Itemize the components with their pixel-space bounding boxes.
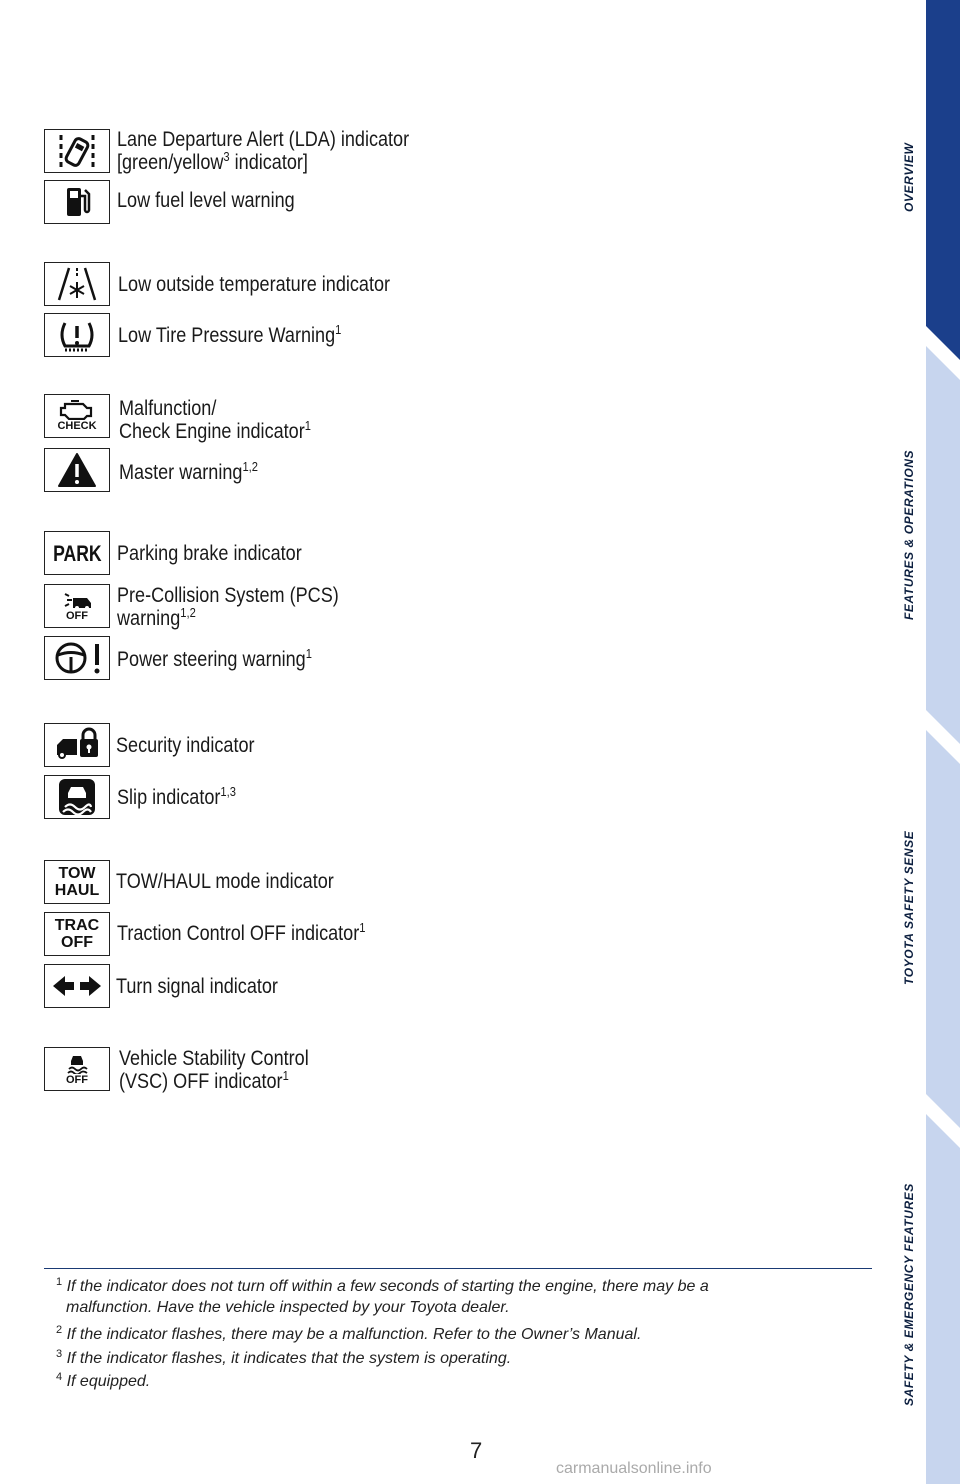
indicator-label-low-fuel: [117, 189, 295, 212]
watermark: carmanualsonline.info: [556, 1460, 712, 1477]
indicator-label-master-warning: [119, 461, 258, 484]
footnote-rule: [44, 1268, 872, 1269]
vsc-off-text: OFF: [66, 1074, 88, 1086]
security-lock-car-icon: [44, 723, 110, 767]
steering-wheel-warning-icon: [44, 636, 110, 680]
slip-car-icon: [44, 775, 110, 819]
check-engine-icon: [44, 394, 110, 438]
tab-features-operations[interactable]: FEATURES & OPERATIONS: [902, 449, 916, 620]
indicator-label-low-temp: [118, 273, 390, 296]
indicator-label-line: Master warning$^{1,2}$: [119, 459, 259, 484]
indicator-label-line: Low outside temperature indicator: [118, 273, 391, 296]
tab-toyota-safety-sense[interactable]: TOYOTA SAFETY SENSE: [902, 830, 916, 985]
indicator-label-pcs: [117, 584, 339, 630]
indicator-label-line: warning$^{1,2}$: [117, 605, 196, 630]
indicator-label-line: Parking brake indicator: [117, 542, 302, 565]
page-number: 7: [470, 1438, 483, 1463]
fuel-pump-icon: [44, 180, 110, 224]
indicator-label-line: Low fuel level warning: [117, 189, 295, 212]
haul-text: HAUL: [54, 882, 100, 899]
pcs-off-text: OFF: [66, 610, 88, 622]
footnote-1: $^1$ If the indicator does not turn off within a few seconds of starting the engine, there may be a malfunction. Have the vehicle inspected by your Toyota dealer.: [56, 1276, 709, 1316]
indicator-label-line: Traction Control OFF indicator$^1$: [117, 920, 366, 945]
footnote-3: $^3$ If the indicator flashes, it indicates that the system is operating.: [56, 1348, 512, 1367]
indicator-label-line: Power steering warning$^1$: [117, 646, 312, 671]
pcs-off-icon: [44, 584, 110, 628]
tow-haul-text-icon: [44, 860, 110, 904]
warning-triangle-icon: [44, 448, 110, 492]
indicator-label-line: Pre-Collision System (PCS): [117, 584, 339, 607]
snowflake-road-icon: [44, 262, 110, 306]
indicator-label-line: Lane Departure Alert (LDA) indicator: [117, 128, 410, 151]
indicator-label-vsc-off: [119, 1047, 309, 1093]
tire-pressure-icon: [44, 313, 110, 357]
tab-overview[interactable]: OVERVIEW: [902, 142, 916, 212]
indicator-label-line: Low Tire Pressure Warning$^1$: [118, 322, 342, 347]
indicator-label-line: Malfunction/: [119, 397, 217, 420]
indicator-label-trac-off: [117, 922, 365, 945]
park-text-icon: [44, 531, 110, 575]
section-tabs: [926, 0, 960, 1484]
indicator-label-line: Security indicator: [116, 734, 255, 757]
trac-off-text-icon: [44, 912, 110, 956]
indicator-label-tire-pressure: [118, 324, 341, 347]
tow-text: TOW: [58, 865, 96, 882]
turn-signal-arrows-icon: [44, 964, 110, 1008]
check-text: CHECK: [57, 420, 97, 432]
indicator-label-check-engine: [119, 397, 311, 443]
trac-off-text: OFF: [61, 934, 93, 951]
indicator-label-parking-brake: [117, 542, 302, 565]
indicator-label-line: [green/yellow$^3$ indicator]: [117, 149, 308, 174]
park-text: PARK: [52, 540, 102, 566]
indicator-label-turn-signal: [116, 975, 278, 998]
trac-text: TRAC: [54, 917, 100, 934]
indicator-label-line: Check Engine indicator$^1$: [119, 418, 311, 443]
indicator-label-power-steering: [117, 648, 312, 671]
footnote-2: $^2$ If the indicator flashes, there may be a malfunction. Refer to the Owner’s Manual.: [56, 1324, 642, 1343]
indicator-label-lane-departure: [117, 128, 409, 174]
indicator-label-security: [116, 734, 255, 757]
vsc-off-icon: [44, 1047, 110, 1091]
indicator-label-line: (VSC) OFF indicator$^1$: [119, 1068, 289, 1093]
indicator-label-slip: [117, 786, 236, 809]
indicator-label-tow-haul: [116, 870, 334, 893]
indicator-label-line: Vehicle Stability Control: [119, 1047, 309, 1070]
tab-safety-emergency[interactable]: SAFETY & EMERGENCY FEATURES: [902, 1183, 916, 1406]
indicator-label-line: Turn signal indicator: [116, 975, 278, 998]
indicator-label-line: Slip indicator$^{1,3}$: [117, 784, 236, 809]
footnote-4: $^4$ If equipped.: [56, 1371, 151, 1390]
lane-departure-icon: [44, 129, 110, 173]
indicator-label-line: TOW/HAUL mode indicator: [116, 870, 334, 893]
